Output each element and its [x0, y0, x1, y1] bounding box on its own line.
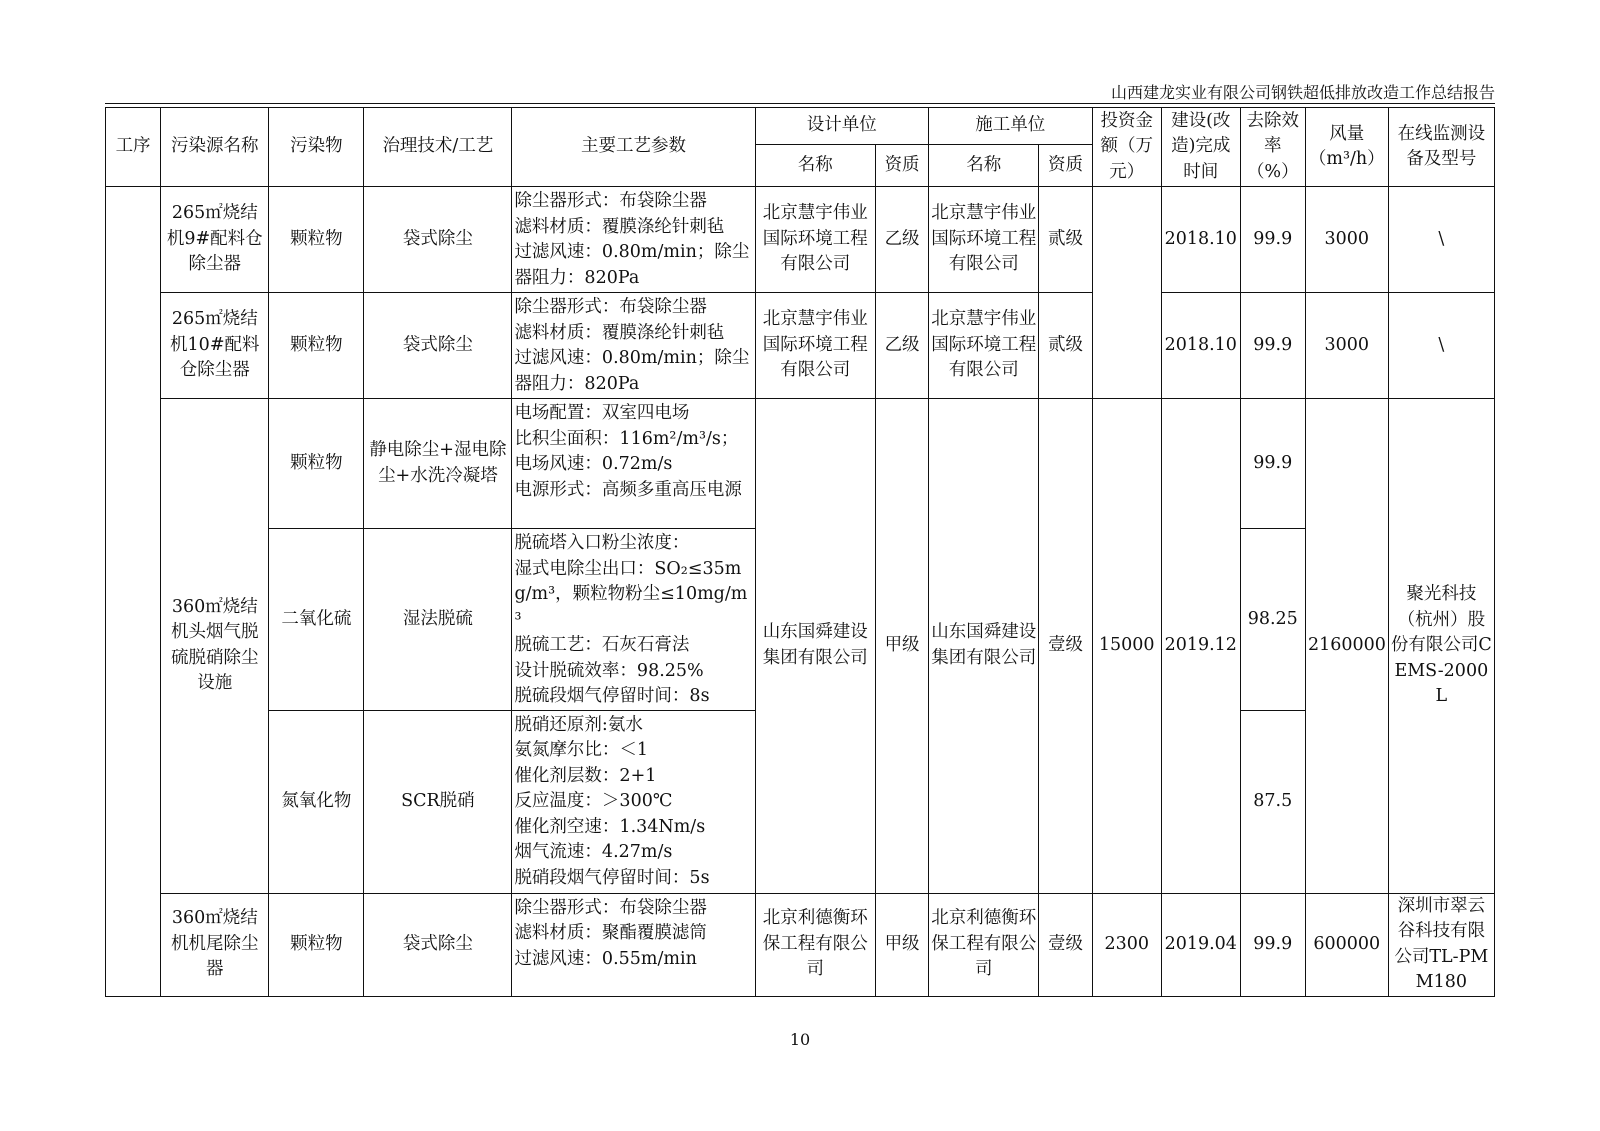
parameters-cell: 除尘器形式：布袋除尘器 滤料材质：覆膜涤纶针刺毡 过滤风速：0.80m/min；除尘器阻力：820Pa — [512, 187, 755, 293]
emissions-table — [105, 107, 1495, 997]
header-investment: 投资金额（万元） — [1092, 108, 1161, 187]
efficiency-cell: 98.25 — [1240, 529, 1305, 711]
monitoring-cell: \ — [1388, 187, 1494, 293]
source-name-cell: 360㎡烧结机头烟气脱硫脱硝除尘设施 — [161, 399, 269, 894]
header-completion-time: 建设(改造)完成时间 — [1161, 108, 1240, 187]
construction-qualification-cell: 贰级 — [1039, 187, 1092, 293]
construction-name-cell: 北京慧宇伟业国际环境工程有限公司 — [929, 187, 1039, 293]
header-air-volume: 风量（m³/h） — [1305, 108, 1388, 187]
header-source-name: 污染源名称 — [161, 108, 269, 187]
completion-cell: 2019.04 — [1161, 893, 1240, 996]
monitoring-cell: \ — [1388, 293, 1494, 399]
header-construction-qualification: 资质 — [1039, 145, 1092, 187]
construction-name-cell: 北京慧宇伟业国际环境工程有限公司 — [929, 293, 1039, 399]
construction-qualification-cell: 壹级 — [1039, 893, 1092, 996]
table-row — [106, 893, 1495, 996]
investment-cell: 2300 — [1092, 893, 1161, 996]
pollutant-cell: 二氧化硫 — [269, 529, 364, 711]
header-design-unit: 设计单位 — [755, 108, 929, 145]
pollutant-cell: 氮氧化物 — [269, 710, 364, 893]
efficiency-cell: 99.9 — [1240, 893, 1305, 996]
technology-cell: 袋式除尘 — [364, 293, 512, 399]
air-volume-cell: 2160000 — [1305, 399, 1388, 894]
design-qualification-cell: 甲级 — [876, 893, 929, 996]
efficiency-cell: 99.9 — [1240, 293, 1305, 399]
header-construction-unit: 施工单位 — [929, 108, 1092, 145]
header-divider — [105, 103, 1495, 104]
process-cell — [106, 187, 161, 997]
investment-cell — [1092, 187, 1161, 399]
air-volume-cell: 3000 — [1305, 187, 1388, 293]
design-qualification-cell: 乙级 — [876, 293, 929, 399]
parameters-cell: 脱硫塔入口粉尘浓度： 湿式电除尘出口：SO₂≤35mg/m³，颗粒物粉尘≤10mg/m³ 脱硫工艺：石灰石膏法 设计脱硫效率：98.25% 脱硫段烟气停留时间：8s — [512, 529, 755, 711]
monitoring-cell: 深圳市翠云谷科技有限公司TL-PMM180 — [1388, 893, 1494, 996]
header-monitoring: 在线监测设备及型号 — [1388, 108, 1494, 187]
technology-cell: 湿法脱硫 — [364, 529, 512, 711]
design-name-cell: 北京利德衡环保工程有限公司 — [755, 893, 876, 996]
construction-qualification-cell: 贰级 — [1039, 293, 1092, 399]
design-qualification-cell: 甲级 — [876, 399, 929, 894]
technology-cell: SCR脱硝 — [364, 710, 512, 893]
design-name-cell: 北京慧宇伟业国际环境工程有限公司 — [755, 187, 876, 293]
construction-name-cell: 山东国舜建设集团有限公司 — [929, 399, 1039, 894]
completion-cell: 2018.10 — [1161, 187, 1240, 293]
header-design-qualification: 资质 — [876, 145, 929, 187]
pollutant-cell: 颗粒物 — [269, 399, 364, 529]
source-name-cell: 265㎡烧结机9#配料仓除尘器 — [161, 187, 269, 293]
parameters-cell: 除尘器形式：布袋除尘器 滤料材质：聚酯覆膜滤筒 过滤风速：0.55m/min — [512, 893, 755, 996]
construction-name-cell: 北京利德衡环保工程有限公司 — [929, 893, 1039, 996]
header-pollutant: 污染物 — [269, 108, 364, 187]
design-name-cell: 山东国舜建设集团有限公司 — [755, 399, 876, 894]
parameters-cell: 除尘器形式：布袋除尘器 滤料材质：覆膜涤纶针刺毡 过滤风速：0.80m/min；除尘器阻力：820Pa — [512, 293, 755, 399]
construction-qualification-cell: 壹级 — [1039, 399, 1092, 894]
completion-cell: 2018.10 — [1161, 293, 1240, 399]
technology-cell: 袋式除尘 — [364, 893, 512, 996]
monitoring-cell: 聚光科技（杭州）股份有限公司CEMS-2000L — [1388, 399, 1494, 894]
header-parameters: 主要工艺参数 — [512, 108, 755, 187]
source-name-cell: 265㎡烧结机10#配料仓除尘器 — [161, 293, 269, 399]
header-process: 工序 — [106, 108, 161, 187]
pollutant-cell: 颗粒物 — [269, 187, 364, 293]
table-row — [106, 187, 1495, 293]
parameters-cell: 脱硝还原剂:氨水 氨氮摩尔比：＜1 催化剂层数：2+1 反应温度：＞300℃ 催化剂空速：1.34Nm/s 烟气流速：4.27m/s 脱硝段烟气停留时间：5s — [512, 710, 755, 893]
technology-cell: 袋式除尘 — [364, 187, 512, 293]
header-design-name: 名称 — [755, 145, 876, 187]
technology-cell: 静电除尘+湿电除尘+水洗冷凝塔 — [364, 399, 512, 529]
pollutant-cell: 颗粒物 — [269, 293, 364, 399]
design-qualification-cell: 乙级 — [876, 187, 929, 293]
pollutant-cell: 颗粒物 — [269, 893, 364, 996]
design-name-cell: 北京慧宇伟业国际环境工程有限公司 — [755, 293, 876, 399]
efficiency-cell: 99.9 — [1240, 187, 1305, 293]
header-construction-name: 名称 — [929, 145, 1039, 187]
efficiency-cell: 99.9 — [1240, 399, 1305, 529]
document-header-title: 山西建龙实业有限公司钢铁超低排放改造工作总结报告 — [1110, 83, 1495, 102]
efficiency-cell: 87.5 — [1240, 710, 1305, 893]
completion-cell: 2019.12 — [1161, 399, 1240, 894]
table-row — [106, 293, 1495, 399]
header-removal-efficiency: 去除效率（%） — [1240, 108, 1305, 187]
page-number: 10 — [789, 1030, 811, 1049]
table-row — [106, 399, 1495, 529]
air-volume-cell: 600000 — [1305, 893, 1388, 996]
source-name-cell: 360㎡烧结机机尾除尘器 — [161, 893, 269, 996]
parameters-cell: 电场配置：双室四电场 比积尘面积：116m²/m³/s； 电场风速：0.72m/s 电源形式：高频多重高压电源 — [512, 399, 755, 529]
air-volume-cell: 3000 — [1305, 293, 1388, 399]
header-technology: 治理技术/工艺 — [364, 108, 512, 187]
investment-cell: 15000 — [1092, 399, 1161, 894]
